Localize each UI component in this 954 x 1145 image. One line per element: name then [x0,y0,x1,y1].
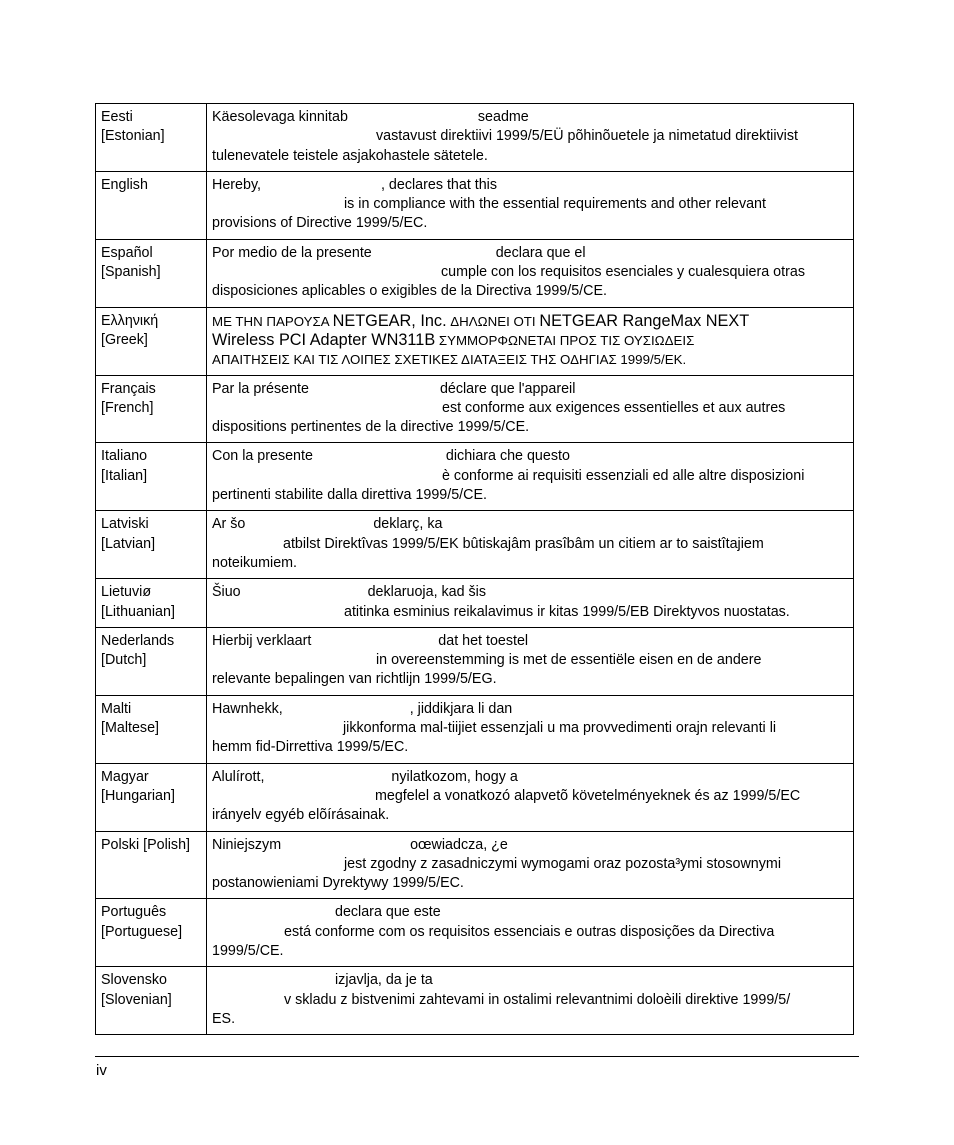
text-segment: disposiciones aplicables o exigibles de la Directiva 1999/5/CE. [212,283,607,300]
text-segment: jest zgodny z zasadniczymi wymogami oraz pozosta³ymi stosownymi [344,855,781,872]
text-segment: dat het toestel [438,632,529,649]
text-segment: irányelv egyéb elõírásainak. [212,807,390,824]
declaration-line [212,312,848,331]
declaration-text-cell [207,831,854,899]
declaration-line [212,176,848,195]
text-segment: pertinenti stabilite dalla direttiva 1999/5/CE. [212,487,487,504]
language-cell [96,239,207,307]
declaration-line [212,282,848,301]
text-segment: Ar šo [212,516,250,533]
text-segment: seadme [477,109,529,125]
text-segment: cumple con los requisitos esenciales y cualesquiera otras [441,264,805,281]
table-row [96,443,854,511]
text-segment: oœwiadcza, ¿e [410,836,508,853]
text-segment: Šiuo [212,584,245,601]
declaration-table [95,103,854,1035]
text-segment: ΔΗΛΩΝΕΙ ΟΤΙ [446,313,540,329]
text-segment: Con la presente [212,448,317,465]
declaration-text-cell [207,511,854,579]
declaration-line [212,380,848,399]
table-row [96,307,854,375]
text-segment: postanowieniami Dyrektywy 1999/5/EC. [212,875,464,892]
language-label: [Slovenian] [101,991,172,1008]
declaration-line [212,1010,848,1029]
language-cell [96,967,207,1035]
declaration-text-cell [207,171,854,239]
table-row [96,104,854,172]
declaration-line [212,399,848,418]
text-segment: tulenevatele teistele asjakohastele sätetele. [212,147,488,164]
text-segment: , jiddikjara li dan [409,700,513,717]
declaration-text-cell [207,104,854,172]
declaration-line [212,127,848,146]
text-segment: deklarç, ka [373,516,443,533]
language-label: [Italian] [101,467,148,484]
language-cell [96,375,207,443]
declaration-line [212,554,848,573]
language-cell [96,104,207,172]
text-segment: è conforme ai requisiti essenziali ed alle altre disposizioni [442,467,805,484]
declaration-line [212,244,848,263]
declaration-text-cell [207,579,854,628]
text-segment: NETGEAR RangeMax NEXT [539,311,750,330]
declaration-text-cell [207,627,854,695]
text-segment: in overeenstemming is met de essentiële eisen en de andere [376,652,762,669]
language-label: Français [101,380,156,397]
text-segment: Alulírott, [212,768,269,785]
declaration-line [212,903,848,922]
table-row [96,171,854,239]
text-segment: atbilst Direktîvas 1999/5/EK bûtiskajâm prasîbâm un citiem ar to saistîtajiem [283,535,764,552]
text-segment: dichiara che questo [445,448,570,465]
declaration-text-cell [207,239,854,307]
language-label: Ελληνική [101,312,159,329]
declaration-text-cell [207,375,854,443]
language-cell [96,307,207,375]
declaration-text-cell [207,967,854,1035]
declaration-line [212,768,848,787]
declaration-line [212,991,848,1010]
language-label: [Portuguese] [101,923,183,940]
text-segment: Hierbij verklaart [212,632,316,649]
text-segment: Par la présente [212,380,313,397]
language-label: [French] [101,399,154,416]
declaration-line [212,874,848,893]
text-segment: atitinka esminius reikalavimus ir kitas 1999/5/EB Direktyvos nuostatas. [344,603,790,620]
language-label: Lietuviø [101,584,152,601]
text-segment: declara que el [495,244,586,261]
declaration-line [212,214,848,233]
text-segment: v skladu z bistvenimi zahtevami in ostalimi relevantnimi doloèili direktive 1999/5/ [284,991,791,1008]
text-segment: noteikumiem. [212,554,298,571]
text-segment: Wireless PCI Adapter WN311B [212,330,436,349]
text-segment: Por medio de la presente [212,244,376,261]
declaration-line [212,418,848,437]
declaration-line [212,923,848,942]
language-cell [96,899,207,967]
text-segment: NETGEAR, Inc. [332,311,447,330]
language-label: [Dutch] [101,652,147,669]
language-cell [96,443,207,511]
text-segment: dispositions pertinentes de la directive 1999/5/CE. [212,419,530,436]
table-row [96,239,854,307]
language-label: Polski [Polish] [101,836,190,853]
declaration-text-cell [207,443,854,511]
declaration-text-cell [207,763,854,831]
declaration-line [212,447,848,466]
text-segment: jikkonforma mal-tiijiet essenzjali u ma provvedimenti orajn relevanti li [343,720,777,737]
table-row [96,627,854,695]
declaration-line [212,651,848,670]
table-row [96,695,854,763]
language-cell [96,627,207,695]
table-row [96,831,854,899]
declaration-line [212,108,848,127]
declaration-line [212,700,848,719]
language-cell [96,171,207,239]
table-row [96,763,854,831]
language-label: [Estonian] [101,128,165,145]
language-label: [Latvian] [101,535,156,552]
language-label: Eesti [101,109,133,125]
declaration-line [212,942,848,961]
text-segment: megfelel a vonatkozó alapvetõ követelményeknek és az 1999/5/EC [375,787,801,804]
declaration-line [212,350,848,369]
text-segment: Hereby, [212,176,265,193]
text-segment: está conforme com os requisitos essenciais e outras disposições da Directiva [284,923,775,940]
table-row [96,579,854,628]
text-segment: vastavust direktiivi 1999/5/EÜ põhinõuetele ja nimetatud direktiivist [376,128,798,145]
language-cell [96,511,207,579]
text-segment: deklaruoja, kad šis [367,584,487,601]
table-row [96,967,854,1035]
declaration-line [212,738,848,757]
text-segment: hemm fid-Dirrettiva 1999/5/EC. [212,739,409,756]
table-row [96,511,854,579]
text-segment: déclare que l'appareil [439,380,576,397]
declaration-line [212,670,848,689]
text-segment: izjavlja, da je ta [335,972,433,989]
language-label: Italiano [101,448,148,465]
language-label: [Hungarian] [101,787,175,804]
language-label: Latviski [101,516,149,533]
language-cell [96,763,207,831]
declaration-line [212,147,848,166]
text-segment: declara que este [335,904,441,921]
language-label: Slovensko [101,972,167,989]
declaration-line [212,195,848,214]
text-segment: Käesolevaga kinnitab [212,109,352,125]
declaration-text-cell [207,307,854,375]
declaration-line [212,836,848,855]
language-label: Português [101,904,167,921]
language-label: Español [101,244,153,261]
table-row [96,899,854,967]
language-label: Malti [101,700,132,717]
text-segment: est conforme aux exigences essentielles et aux autres [442,399,786,416]
text-segment: relevante bepalingen van richtlijn 1999/5/EG. [212,671,497,688]
language-cell [96,695,207,763]
declaration-line [212,719,848,738]
declaration-line [212,806,848,825]
declaration-line [212,787,848,806]
declaration-line [212,515,848,534]
declaration-line [212,603,848,622]
declaration-line [212,971,848,990]
language-cell [96,579,207,628]
language-label: Nederlands [101,632,175,649]
text-segment: ΑΠΑΙΤΗΣΕΙΣ ΚΑΙ ΤΙΣ ΛΟΙΠΕΣ ΣΧΕΤΙΚΕΣ ΔΙΑΤΑΞΕΙΣ ΤΗΣ ΟΔΗΓΙΑΣ 1999/5/ΕΚ. [212,352,687,368]
text-segment: provisions of Directive 1999/5/EC. [212,215,428,232]
page-number: iv [96,1062,107,1079]
text-segment: is in compliance with the essential requirements and other relevant [344,196,766,213]
language-label: [Greek] [101,331,148,348]
declaration-line [212,583,848,602]
text-segment: 1999/5/CE. [212,942,284,959]
language-cell [96,831,207,899]
language-label: English [101,176,148,193]
declaration-line [212,486,848,505]
language-label: [Spanish] [101,264,161,281]
text-segment: Hawnhekk, [212,700,287,717]
declaration-line [212,632,848,651]
language-label: Magyar [101,768,149,785]
language-label: [Maltese] [101,720,160,737]
declaration-line [212,535,848,554]
declaration-line [212,467,848,486]
declaration-line [212,855,848,874]
text-segment: ES. [212,1010,236,1027]
table-row [96,375,854,443]
text-segment: , declares that this [380,176,498,193]
declaration-line [212,263,848,282]
text-segment: nyilatkozom, hogy a [391,768,518,785]
text-segment: Niniejszym [212,836,286,853]
footer-rule [95,1056,859,1057]
declaration-line [212,331,848,350]
text-segment: ΣΥΜΜΟΡΦΩΝΕΤΑΙ ΠΡΟΣ ΤΙΣ ΟΥΣΙΩΔΕΙΣ [435,332,695,348]
declaration-text-cell [207,899,854,967]
text-segment: ΜΕ ΤΗΝ ΠΑΡΟΥΣΑ [212,313,333,329]
language-label: [Lithuanian] [101,603,175,620]
declaration-text-cell [207,695,854,763]
